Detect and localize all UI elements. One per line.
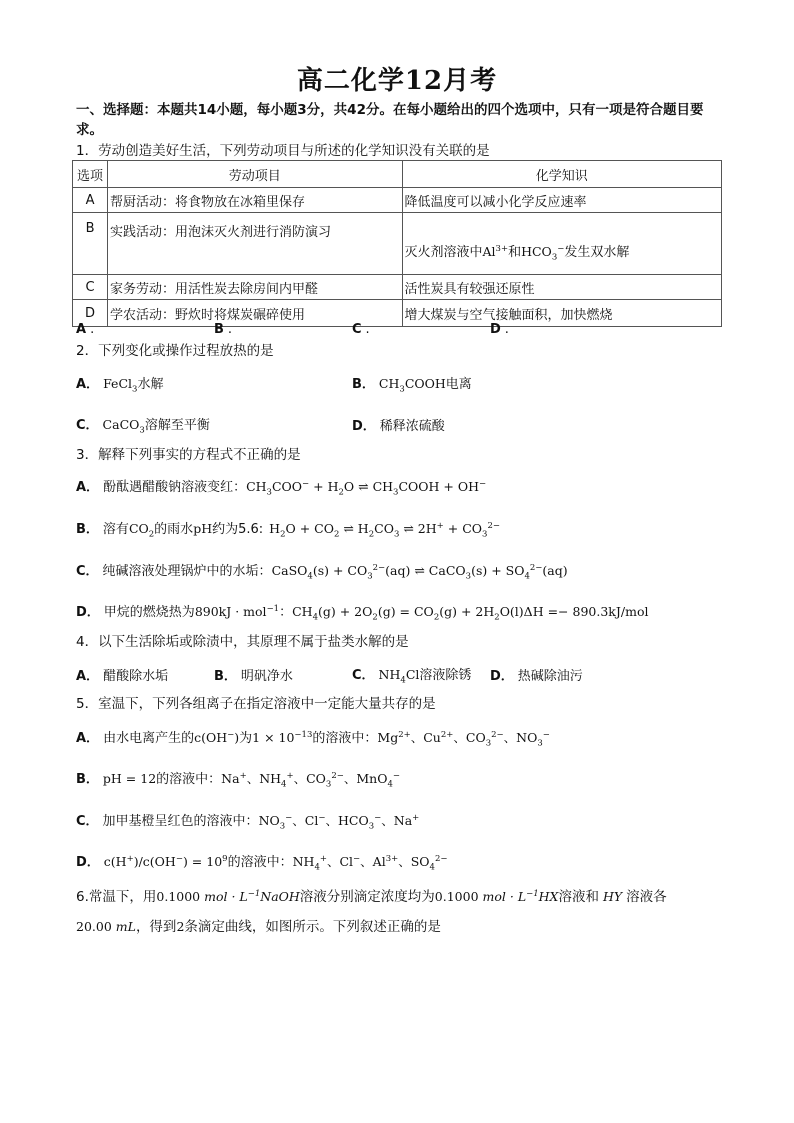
table-row: [73, 213, 722, 275]
question-3-choice-b[interactable]: [76, 520, 500, 539]
question-3-choice-c[interactable]: [76, 562, 568, 581]
question-2-choice-c[interactable]: [76, 416, 210, 435]
knowledge-text: 和: [508, 245, 522, 260]
choice-text: 甲烷的燃烧热为: [103, 605, 195, 620]
question-5-choice-c[interactable]: [76, 812, 419, 831]
choice-letter: C．: [352, 668, 375, 683]
question-6-line-1: [76, 882, 721, 912]
question-4-stem: 4．以下生活除垢或除渍中，其原理不属于盐类水解的是: [76, 634, 409, 650]
formula-value: $1 \times 10^{-13}$: [252, 729, 313, 745]
question-2-choice-d[interactable]: [352, 418, 445, 436]
choice-letter: C．: [76, 418, 99, 433]
choice-letter: B．: [76, 522, 99, 537]
choice-text: 由水电离产生的: [103, 731, 195, 746]
table-cell-project: 家务劳动：用活性炭去除房间内甲醛: [108, 275, 402, 300]
question-2-stem: 2．下列变化或操作过程放热的是: [76, 343, 274, 359]
choice-text: 热碱除油污: [517, 669, 583, 684]
table-cell-project: 实践活动：用泡沫灭火剂进行消防演习: [108, 213, 402, 275]
choice-text: 为: [239, 731, 253, 746]
knowledge-text: 发生双水解: [564, 245, 630, 260]
ion-list-c: $NO_3^-$、Cl−、$HCO_3^-$、Na+: [258, 812, 420, 832]
question-4-choice-c[interactable]: [352, 666, 471, 685]
question-1-choice-c[interactable]: [352, 321, 370, 339]
choice-letter: D．: [490, 669, 514, 684]
formula-fecl3: FeCl$_3$: [103, 376, 138, 395]
table-header-cell: 化学知识: [402, 161, 722, 188]
knowledge-text: 灭火剂溶液中: [404, 245, 483, 260]
formula-caco3: CaCO$_3$: [102, 417, 145, 436]
formula-heat: 890kJ · mol$^{-1}$: [194, 603, 280, 619]
question-1-choice-b[interactable]: [214, 321, 232, 339]
choice-dot: .: [365, 322, 370, 337]
choice-letter: A．: [76, 480, 100, 495]
choice-letter: D．: [352, 419, 376, 434]
question-4-choice-a[interactable]: [76, 668, 168, 686]
question-3-stem: 3．解释下列事实的方程式不正确的是: [76, 447, 301, 463]
question-1-table: [72, 160, 722, 327]
stem-text: 6.常温下，用: [76, 889, 157, 905]
table-cell-option: D: [73, 300, 108, 327]
choice-letter: A．: [76, 669, 100, 684]
formula-ph12: pH = 12: [102, 771, 157, 786]
question-4-choice-b[interactable]: [214, 668, 293, 686]
table-cell-option: A: [73, 188, 108, 213]
choice-letter: C．: [76, 564, 99, 579]
choice-text: 的溶液中：: [312, 731, 378, 746]
formula-ratio: $c(H^+)/c(OH^-) = 10^9$: [103, 853, 228, 869]
question-6-line-2: [76, 912, 721, 942]
choice-dot: .: [227, 322, 233, 337]
equation-d: $CH_4(g) + 2O_2(g) = CO_2(g) + 2H_2O(l)\Delta H =- 890.3kJ/mol$: [292, 604, 649, 623]
choice-dot: .: [90, 322, 95, 337]
choice-letter: C．: [76, 814, 99, 829]
table-header-cell: 劳动项目: [108, 161, 402, 188]
choice-text: 溶液除锈: [419, 668, 472, 683]
ion-hco3: [521, 243, 565, 263]
table-cell-knowledge: 活性炭具有较强还原性: [402, 275, 722, 300]
stem-text: 溶液和: [558, 889, 599, 905]
ion-list-a: $Mg^{2+}$、$Cu^{2+}$、$CO_3^{2-}$、$NO_3^-$: [377, 729, 550, 749]
choice-text: 水解: [137, 377, 164, 392]
question-5-choice-b[interactable]: [76, 770, 400, 789]
ion-charge: −: [557, 243, 565, 254]
stem-text: 溶液分别滴定浓度均为: [299, 889, 435, 905]
table-cell-option: B: [73, 213, 108, 275]
table-cell-knowledge: 降低温度可以减小化学反应速率: [402, 188, 722, 213]
formula-nh4cl: $NH_4Cl$: [378, 667, 420, 686]
question-6-stem: [76, 882, 721, 942]
question-2-choice-b[interactable]: [352, 375, 472, 394]
ion-charge: 3+: [495, 243, 509, 254]
choice-letter: B．: [214, 669, 237, 684]
formula-volume: 20.00 mL: [76, 919, 136, 934]
choice-dot: .: [504, 322, 509, 337]
question-3-choice-a[interactable]: [76, 478, 486, 497]
table-header-row: [73, 161, 722, 188]
equation-b: $H_2O + CO_2$ ⇌ $H_2CO_3$ ⇌ $2H^+ + CO_3^{2-}$: [269, 520, 500, 540]
table-cell-knowledge: 增大煤炭与空气接触面积，加快燃烧: [402, 300, 722, 327]
table-cell-option: C: [73, 275, 108, 300]
formula-hy: HY: [598, 889, 627, 904]
choice-letter: D: [490, 322, 501, 337]
choice-text: ：: [279, 605, 293, 620]
stem-text: ，得到: [135, 919, 177, 935]
section-heading: 一、选择题：本题共14小题，每小题3分，共42分。在每小题给出的四个选项中，只有一项是符合题目要求。: [76, 102, 704, 138]
table-cell-knowledge: [402, 213, 722, 275]
question-5-choice-a[interactable]: [76, 729, 550, 748]
choice-text: 稀释浓硫酸: [379, 419, 445, 434]
concentration-value: 0.1000: [434, 889, 479, 904]
ion-symbol: Al: [482, 244, 496, 259]
choice-text: 溶解至平衡: [144, 418, 210, 433]
concentration-value: 0.1000: [156, 889, 201, 904]
curve-count: 2: [176, 919, 185, 934]
choice-text: 纯碱溶液处理锅炉中的水垢：: [102, 564, 272, 579]
choice-text: 的雨水: [154, 522, 194, 537]
choice-letter: B．: [352, 377, 375, 392]
choice-text: 明矾净水: [240, 669, 293, 684]
question-3-choice-d[interactable]: [76, 603, 648, 622]
question-4-choice-d[interactable]: [490, 668, 583, 686]
choice-text: 溶有: [102, 522, 129, 537]
choice-letter: B．: [76, 772, 99, 787]
table-cell-project: 学农活动：野炊时将煤炭碾碎使用: [108, 300, 402, 327]
question-1-choice-a[interactable]: [76, 321, 94, 339]
table-row: [73, 275, 722, 300]
ion-symbol: HCO: [521, 244, 552, 259]
choice-letter: C: [352, 322, 362, 337]
ion-al: [483, 244, 509, 259]
question-5-choice-d[interactable]: [76, 853, 448, 872]
formula-ch3cooh: $CH_3COOH$: [378, 376, 446, 395]
ion-list-d: $NH_4^+$、Cl−、$Al^{3+}$、$SO_4^{2-}$: [292, 853, 448, 873]
formula-co2: $CO_2$: [128, 521, 155, 540]
choice-letter: A: [76, 322, 87, 337]
choice-letter: D．: [76, 605, 100, 620]
table-row: [73, 300, 722, 327]
formula-ph: pH: [193, 521, 213, 536]
page-title: 高二化学12月考: [296, 66, 498, 96]
table-cell-project: 帮厨活动：将食物放在冰箱里保存: [108, 188, 402, 213]
choice-letter: A．: [76, 731, 100, 746]
choice-text: 的溶液中：: [227, 855, 293, 870]
choice-text: 酚酞遇醋酸钠溶液变红：: [103, 480, 247, 495]
question-5-stem: 5．室温下，下列各组离子在指定溶液中一定能大量共存的是: [76, 696, 436, 712]
question-2-choice-a[interactable]: [76, 375, 163, 394]
formula-hx-conc: 0.1000 mol · $L^{-1}HX$: [434, 888, 559, 904]
choice-text: 电离: [445, 377, 472, 392]
equation-a: $CH_3COO^- + H_2O$ ⇌ $CH_3COOH + OH^-$: [246, 478, 487, 498]
choice-text: 加甲基橙呈红色的溶液中：: [102, 814, 259, 829]
ion-list-b: Na+、$NH_4^+$、$CO_3^{2-}$、MnO$_4$−: [221, 770, 400, 790]
choice-letter: A．: [76, 377, 100, 392]
stem-text: 溶液各: [626, 889, 667, 905]
equation-c: CaSO$_4$(s) + $CO_3^{2-}(aq)$ ⇌ CaCO$_3$(s) + $SO_4^{2-}(aq)$: [271, 562, 568, 582]
choice-text: 约为5.6:: [212, 522, 264, 537]
table-row: [73, 188, 722, 213]
choice-letter: D．: [76, 855, 100, 870]
choice-letter: B: [214, 322, 224, 337]
formula-c-oh: c(OH−): [194, 729, 240, 745]
choice-text: 的溶液中：: [156, 772, 222, 787]
ion-subscript: 3: [551, 252, 558, 263]
question-1-choice-d[interactable]: [490, 321, 509, 339]
table-header-cell: 选项: [73, 161, 108, 188]
formula-naoh-conc: 0.1000 mol · $L^{-1}NaOH$: [156, 888, 300, 904]
stem-text: 条滴定曲线，如图所示。下列叙述正确的是: [184, 919, 441, 935]
volume-value: 20.00: [76, 919, 112, 934]
question-1-stem: 1．劳动创造美好生活，下列劳动项目与所述的化学知识没有关联的是: [76, 143, 490, 159]
choice-text: 醋酸除水垢: [103, 669, 169, 684]
